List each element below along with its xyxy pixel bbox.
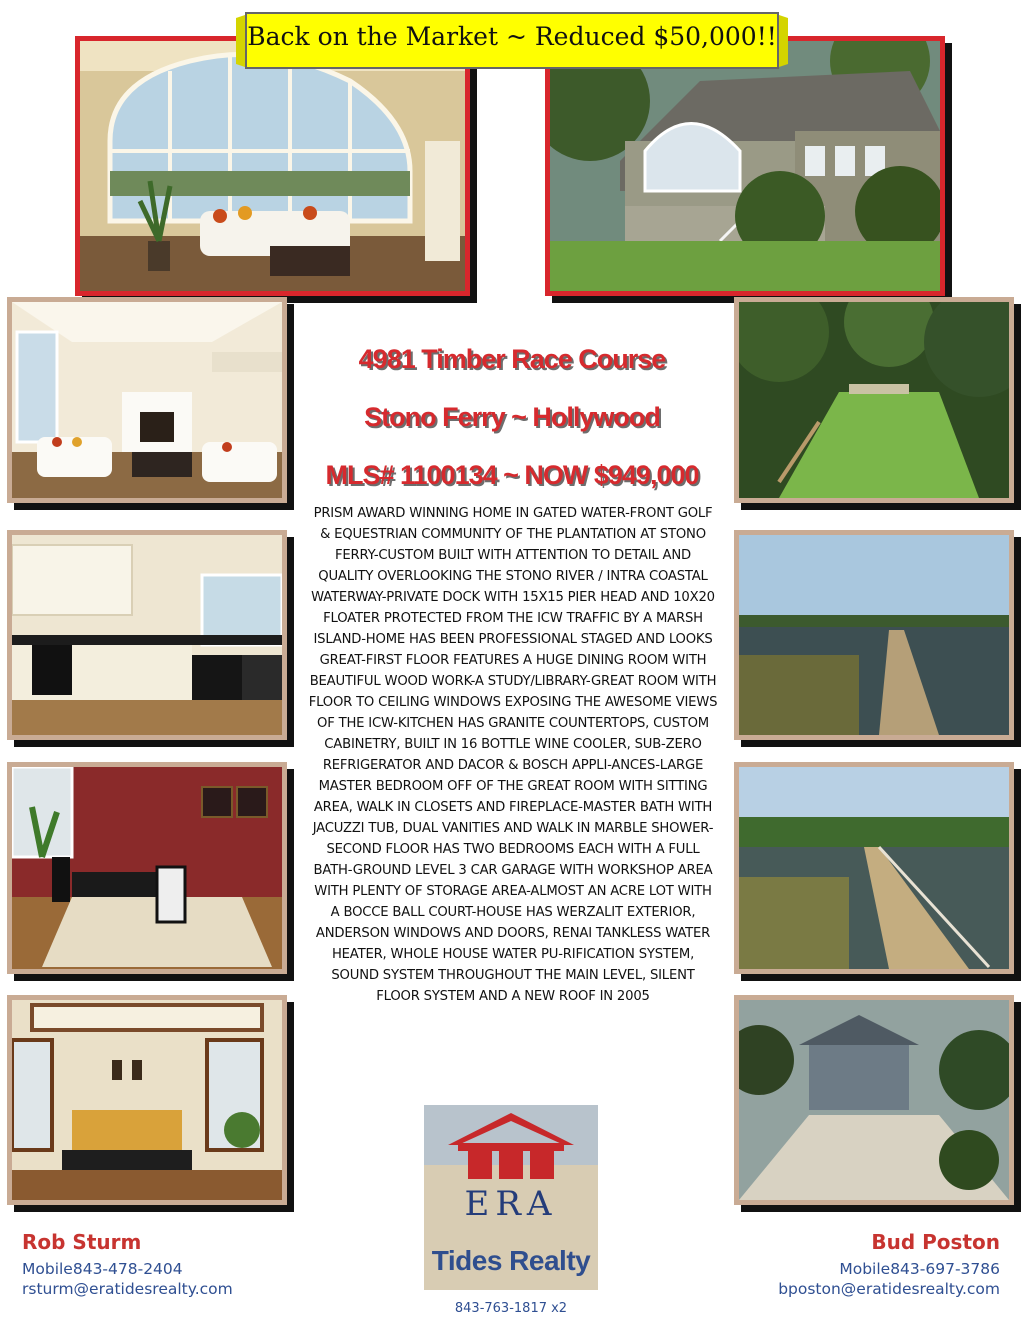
listing-community: Stono Ferry ~ Hollywood — [364, 402, 660, 432]
photo-dining-room — [7, 762, 287, 974]
photo-house-exterior — [545, 36, 945, 296]
era-letters: ERA — [464, 1184, 558, 1224]
agent-left-email[interactable]: rsturm@eratidesrealty.com — [22, 1280, 233, 1298]
agent-right-name: Bud Poston — [871, 1230, 1000, 1254]
banner-text: Back on the Market ~ Reduced $50,000!! — [247, 22, 777, 51]
logo-tagline: Tides Realty — [431, 1245, 591, 1276]
listing-description: PRISM AWARD WINNING HOME IN GATED WATER-FRONT GOLF & EQUESTRIAN COMMUNITY OF THE PLANTATION AT STONO FERRY-CUSTOM BUILT WITH ATTENTION TO DETAIL AND QUALITY OVERLOOKING THE STONO RIVER / INTRA COASTAL WATERWAY-PRIVATE DOCK WITH 15X15 PIER HEAD AND 10X20 FLOATER PROTECTED FROM THE ICW TRAFFIC BY A MARSH ISLAND-HOME HAS BEEN PROFESSIONAL STAGED AND LOOKS GREAT-FIRST FLOOR FEATURES A HUGE DINING ROOM WITH BEAUTIFUL WOOD WORK-A STUDY/LIBRARY-GREAT ROOM WITH FLOOR TO CEILING WINDOWS EXPOSING THE AWESOME VIEWS OF THE ICW-KITCHEN HAS GRANITE COUNTERTOPS, CUSTOM CABINETRY, BUILT IN 16 BOTTLE WINE COOLER, SUB-ZERO REFRIGERATOR AND DACOR & BOSCH APPLI-ANCES-LARGE MASTER BEDROOM OFF OF THE GREAT ROOM WITH SITTING AREA, WALK IN CLOSETS AND FIREPLACE-MASTER BATH WITH JACUZZI TUB, DUAL VANITIES AND WALK IN MARBLE SHOWER-SECOND FLOOR HAS TWO BEDROOMS EACH WITH A FULL BATH-GROUND LEVEL 3 CAR GARAGE WITH WORKSHOP AREA WITH PLENTY OF STORAGE AREA-ALMOST AN ACRE LOT WITH A BOCCE BALL COURT-HOUSE HAS WERZALIT EXTERIOR, ANDERSON WINDOWS AND DOORS, RENAI TANKLESS WATER HEATER, WHOLE HOUSE WATER PU-RIFICATION SYSTEM, SOUND SYSTEM THROUGHOUT THE MAIN LEVEL, SILENT FLOOR SYSTEM AND A NEW ROOF IN 2005 — [308, 506, 718, 1004]
agent-right-mobile: Mobile843-697-3786 — [839, 1260, 1000, 1278]
agent-left-name: Rob Sturm — [22, 1230, 142, 1254]
photo-kitchen — [7, 530, 287, 740]
photo-dock-walkway — [734, 762, 1014, 974]
agent-left — [22, 1230, 233, 1298]
reduced-price-banner — [236, 10, 788, 72]
agent-right-email[interactable]: bposton@eratidesrealty.com — [778, 1280, 1000, 1298]
agent-right — [778, 1230, 1000, 1298]
photo-backyard-lawn — [734, 297, 1014, 503]
era-tides-realty-logo — [424, 1105, 598, 1290]
photo-driveway-house — [734, 995, 1014, 1205]
photo-dock-marsh — [734, 530, 1014, 740]
office-phone: 843-763-1817 x2 — [454, 1301, 568, 1316]
photo-master-bedroom — [7, 995, 287, 1205]
photo-family-room-fireplace — [7, 297, 287, 503]
listing-address: 4981 Timber Race Course — [358, 344, 666, 374]
agent-left-mobile: Mobile843-478-2404 — [22, 1260, 183, 1278]
photo-great-room-arched-window — [75, 36, 470, 296]
listing-mls-price: MLS# 1100134 ~ NOW $949,000 — [325, 460, 699, 490]
